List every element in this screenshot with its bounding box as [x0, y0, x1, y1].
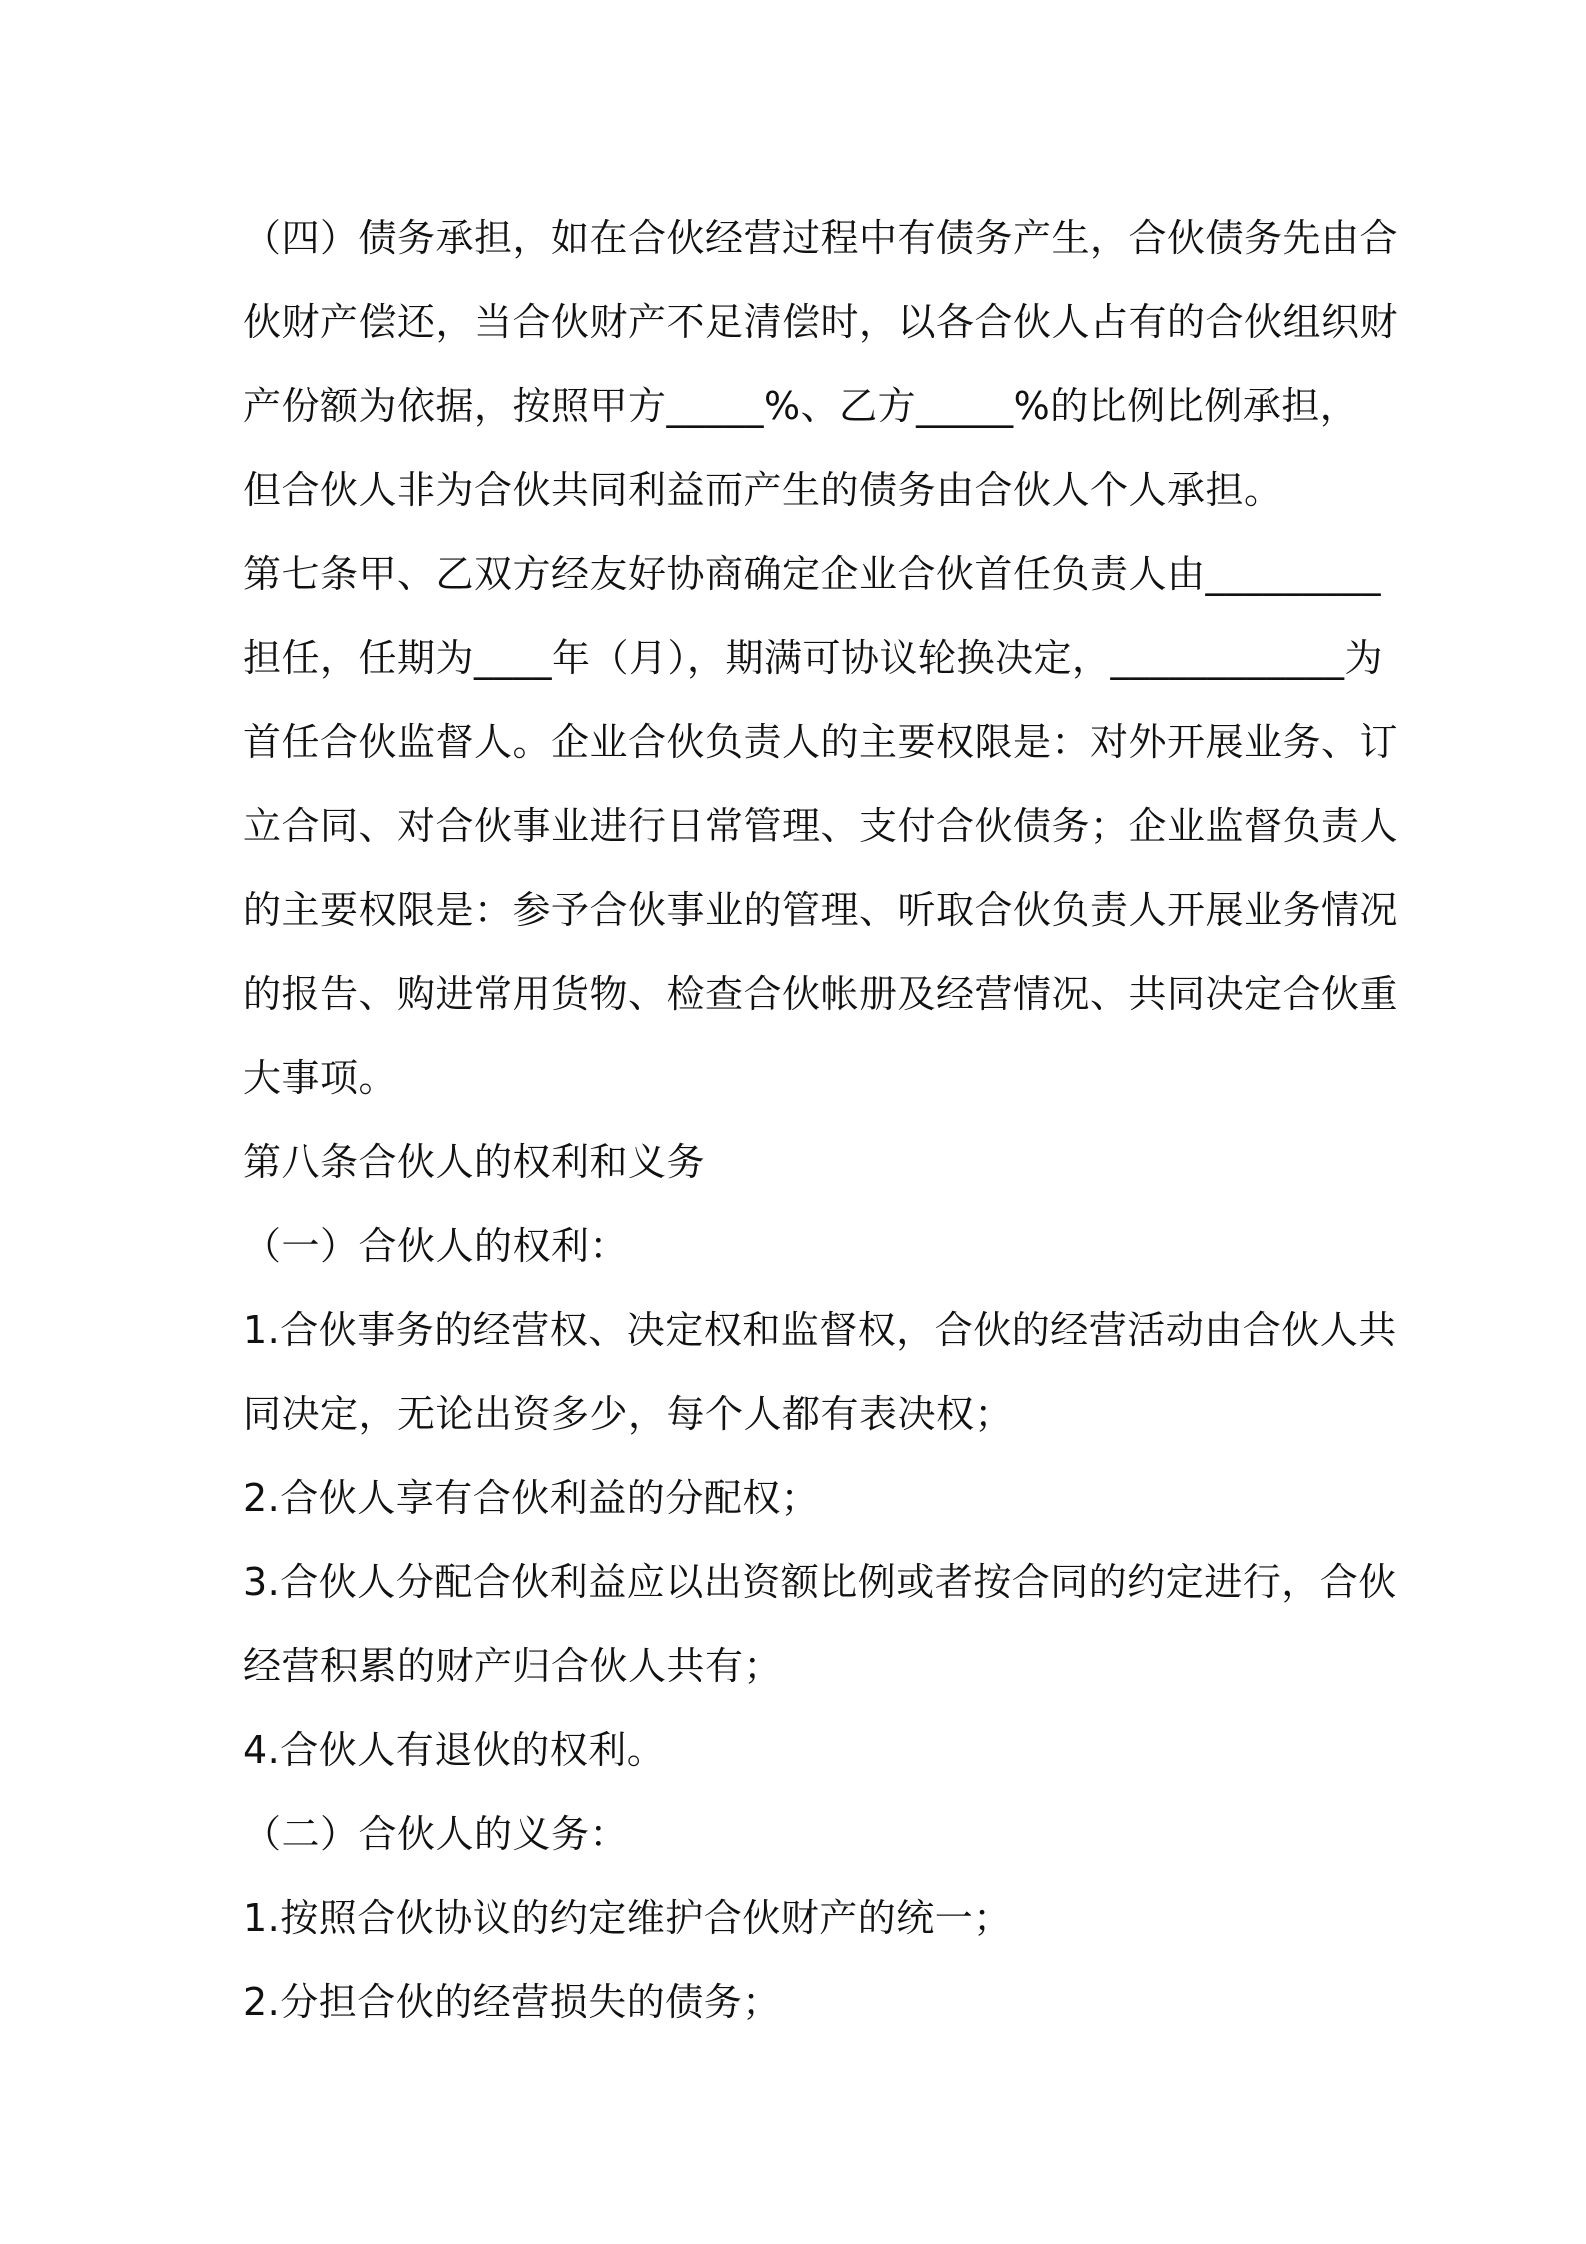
list-item: 2.合伙人享有合伙利益的分配权；	[243, 1476, 820, 1520]
text-line: 伙财产偿还，当合伙财产不足清偿时，以各合伙人占有的合伙组织财	[243, 300, 1399, 344]
text-line: 但合伙人非为合伙共同利益而产生的债务由合伙人个人承担。	[243, 468, 1283, 512]
text-line: 经营积累的财产归合伙人共有；	[243, 1644, 783, 1688]
text-line: （四）债务承担，如在合伙经营过程中有债务产生，合伙债务先由合	[243, 216, 1399, 260]
list-item: 3.合伙人分配合伙利益应以出资额比例或者按合同的约定进行，合伙	[243, 1560, 1397, 1604]
document-page	[243, 196, 1399, 2044]
text-line: 同决定，无论出资多少，每个人都有表决权；	[243, 1392, 1014, 1436]
text-line: 担任，任期为____年（月），期满可协议轮换决定，____________为	[243, 636, 1384, 680]
list-item: 1.合伙事务的经营权、决定权和监督权，合伙的经营活动由合伙人共	[243, 1308, 1397, 1352]
text-line: 首任合伙监督人。企业合伙负责人的主要权限是：对外开展业务、订	[243, 720, 1399, 764]
text-line: 第七条甲、乙双方经友好协商确定企业合伙首任负责人由_________	[243, 552, 1382, 596]
text-line: 立合同、对合伙事业进行日常管理、支付合伙债务；企业监督负责人	[243, 804, 1399, 848]
list-item: 2.分担合伙的经营损失的债务；	[243, 1980, 781, 2024]
subsection-heading: （二）合伙人的义务：	[243, 1812, 629, 1856]
text-line: 的报告、购进常用货物、检查合伙帐册及经营情况、共同决定合伙重	[243, 972, 1399, 1016]
list-item: 1.按照合伙协议的约定维护合伙财产的统一；	[243, 1896, 1012, 1940]
section-heading: 第八条合伙人的权利和义务	[243, 1140, 706, 1184]
text-line: 产份额为依据，按照甲方_____%、乙方_____%的比例比例承担，	[243, 384, 1359, 428]
text-line: 大事项。	[243, 1056, 398, 1100]
list-item: 4.合伙人有退伙的权利。	[243, 1728, 666, 1772]
subsection-heading: （一）合伙人的权利：	[243, 1224, 629, 1268]
text-line: 的主要权限是：参予合伙事业的管理、听取合伙负责人开展业务情况	[243, 888, 1399, 932]
